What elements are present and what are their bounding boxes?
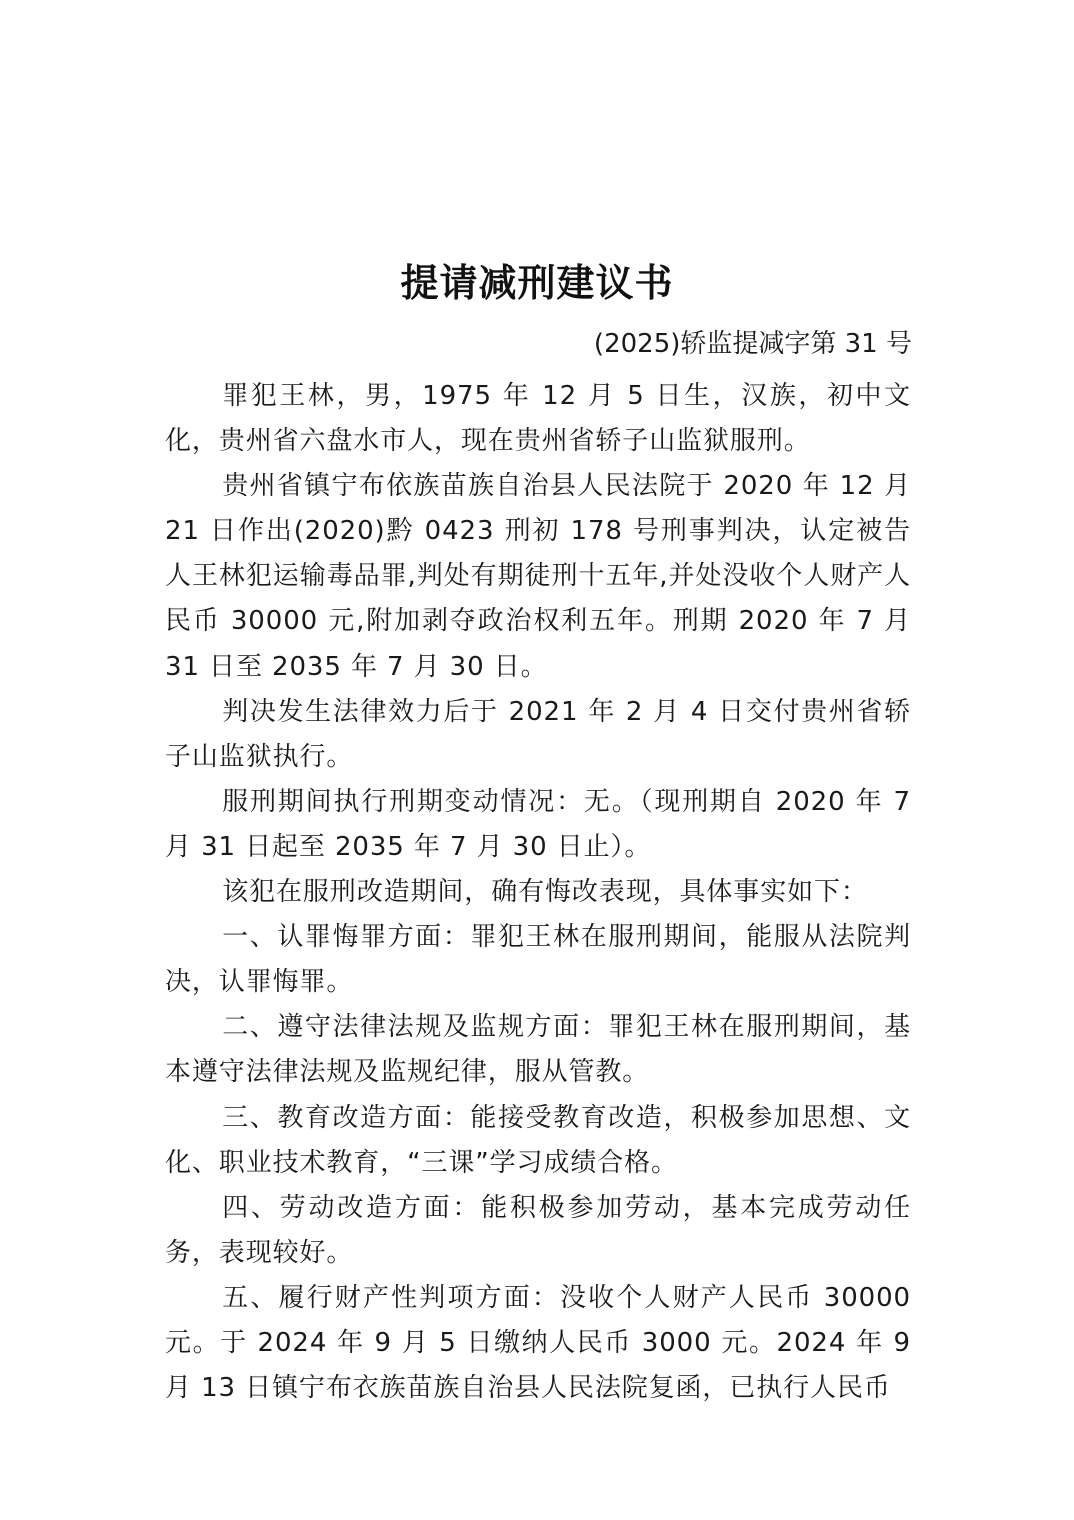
paragraph-point-5: 五、履行财产性判项方面：没收个人财产人民币 30000 元。于 2024 年 9 月 5 日缴纳人民币 3000 元。2024 年 9 月 13 日镇宁布衣族苗族自治县人民法院复函，已执行人民币 bbox=[165, 1282, 911, 1404]
document-body bbox=[165, 374, 911, 1411]
paragraph-criminal-info: 罪犯王林，男，1975 年 12 月 5 日生，汉族，初中文化，贵州省六盘水市人，现在贵州省轿子山监狱服刑。 bbox=[165, 381, 911, 457]
paragraph-repentance-intro: 该犯在服刑改造期间，确有悔改表现，具体事实如下： bbox=[222, 877, 868, 908]
paragraph-point-4: 四、劳动改造方面：能积极参加劳动，基本完成劳动任务，表现较好。 bbox=[165, 1192, 911, 1268]
paragraph-point-2: 二、遵守法律法规及监规方面：罪犯王林在服刑期间，基本遵守法律法规及监规纪律，服从管教。 bbox=[165, 1012, 911, 1088]
document-number: (2025)轿监提减字第 31 号 bbox=[593, 329, 912, 359]
paragraph-delivery: 判决发生法律效力后于 2021 年 2 月 4 日交付贵州省轿子山监狱执行。 bbox=[165, 696, 911, 772]
paragraph-point-3: 三、教育改造方面：能接受教育改造，积极参加思想、文化、职业技术教育，“三课”学习成绩合格。 bbox=[165, 1102, 911, 1178]
paragraph-judgment: 贵州省镇宁布依族苗族自治县人民法院于 2020 年 12 月 21 日作出(2020)黔 0423 刑初 178 号刑事判决，认定被告人王林犯运输毒品罪,判处有期徒刑十五年,并处没收个人财产人民币 30000 元,附加剥夺政治权利五年。刑期 2020 年 7 月 31 日至 2035 年 7 月 30 日。 bbox=[165, 471, 911, 682]
paragraph-point-1: 一、认罪悔罪方面：罪犯王林在服刑期间，能服从法院判决，认罪悔罪。 bbox=[165, 922, 911, 998]
paragraph-sentence-changes: 服刑期间执行刑期变动情况：无。（现刑期自 2020 年 7 月 31 日起至 2035 年 7 月 30 日止）。 bbox=[165, 786, 911, 862]
document-title: 提请减刑建议书 bbox=[400, 260, 674, 305]
